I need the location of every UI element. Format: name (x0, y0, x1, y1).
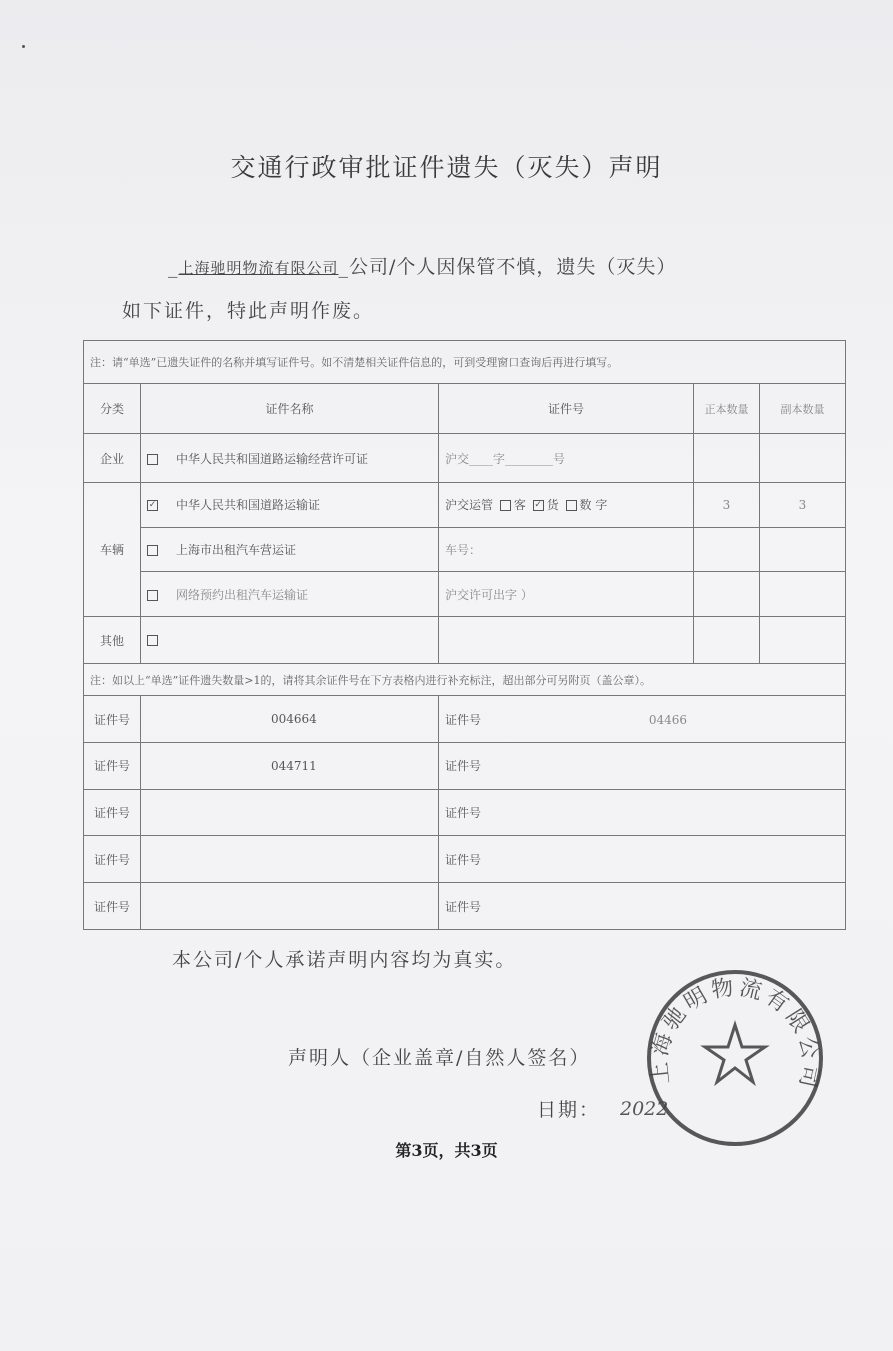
supplement-label: 证件号 (445, 899, 482, 914)
supplement-right-cell (439, 836, 846, 883)
supplement-right-cell (439, 789, 846, 836)
supplement-label: 证件号 (445, 712, 482, 727)
copy-count: 3 (760, 483, 846, 528)
cert-number: 沪交许可出字 ） (439, 572, 694, 617)
cert-number-options (439, 483, 694, 528)
supplement-label: 证件号 (445, 852, 482, 867)
option-label: 客 (513, 498, 526, 513)
company-name: 上海驰明物流有限公司 (178, 259, 339, 277)
cert-name: 上海市出租汽车营运证 (176, 543, 297, 558)
option-suffix: 字 (595, 498, 608, 513)
supplement-right-cell (439, 696, 846, 743)
seal-text: 上海驰明物流有限公司 (647, 975, 823, 1094)
cert-number (439, 617, 694, 664)
cert-row-taxi (141, 527, 439, 572)
supplement-value: 004664 (141, 696, 439, 743)
seal-star-icon (705, 1025, 765, 1082)
cert-number: 车号： (439, 527, 694, 572)
supplement-label: 证件号 (84, 836, 141, 883)
supplement-right-cell (439, 883, 846, 930)
supplement-label: 证件号 (445, 759, 482, 774)
cert-name: 中华人民共和国道路运输经营许可证 (176, 451, 369, 466)
supplement-label: 证件号 (84, 789, 141, 836)
category-vehicle: 车辆 (84, 483, 141, 617)
date-value: 2022 (620, 1098, 669, 1120)
copy-count (760, 527, 846, 572)
original-count (694, 572, 760, 617)
category-other: 其他 (84, 617, 141, 664)
svg-text:上海驰明物流有限公司 (647, 975, 823, 1093)
cert-row-enterprise (141, 434, 439, 483)
supplement-right-cell (439, 743, 846, 790)
supplement-label: 证件号 (84, 696, 141, 743)
checkbox[interactable] (147, 590, 158, 601)
table-note-top: 注：请“单选”已遗失证件的名称并填写证件号。如不清楚相关证件信息的，可到受理窗口查询后再进行填写。 (84, 341, 846, 384)
signer-label: 声明人（企业盖章/自然人签名） (288, 1047, 591, 1069)
option-checkbox[interactable] (500, 500, 511, 511)
option-checkbox[interactable] (566, 500, 577, 511)
original-count: 3 (694, 483, 760, 528)
supplement-value (141, 836, 439, 883)
scan-speck (22, 45, 25, 48)
document-title: 交通行政审批证件遗失（灭失）声明 (230, 153, 663, 182)
option-label: 货 (546, 498, 559, 513)
supplement-value (141, 789, 439, 836)
header-original-count: 正本数量 (694, 383, 760, 434)
supplement-value: 044711 (141, 743, 439, 790)
checkbox-checked[interactable]: ✓ (148, 500, 157, 511)
checkbox[interactable] (147, 635, 158, 646)
declaration-suffix: 公司/个人因保管不慎，遗失（灭失） (349, 256, 677, 278)
supplement-label: 证件号 (445, 806, 482, 821)
declaration-line-1: _上海驰明物流有限公司_公司/个人因保管不慎，遗失（灭失） (168, 256, 677, 278)
cert-row-transport (141, 483, 439, 528)
cert-row-ride-hailing (141, 572, 439, 617)
option-checkbox-checked[interactable]: ✓ (534, 500, 542, 511)
date-label: 日期： (537, 1099, 601, 1121)
option-label: 数 (579, 498, 592, 513)
header-category: 分类 (84, 383, 141, 434)
declaration-line-2: 如下证件，特此声明作废。 (122, 300, 375, 322)
promise-statement: 本公司/个人承诺声明内容均为真实。 (172, 949, 517, 971)
cert-row-other (141, 617, 439, 664)
supplement-label: 证件号 (84, 743, 141, 790)
original-count (694, 617, 760, 664)
table-note-bottom: 注：如以上“单选”证件遗失数量>1的，请将其余证件号在下方表格内进行补充标注，超出部分可另附页（盖公章）。 (84, 663, 846, 695)
header-copy-count: 副本数量 (760, 383, 846, 434)
cert-name: 中华人民共和国道路运输证 (176, 498, 321, 513)
category-enterprise: 企业 (84, 434, 141, 483)
header-cert-name: 证件名称 (141, 383, 439, 434)
copy-count (760, 617, 846, 664)
original-count (694, 434, 760, 483)
header-cert-no: 证件号 (439, 383, 694, 434)
supplement-value (141, 883, 439, 930)
supplement-label: 证件号 (84, 883, 141, 930)
certificate-table (83, 340, 846, 930)
copy-count (760, 434, 846, 483)
cert-name: 网络预约出租汽车运输证 (176, 587, 309, 602)
number-prefix: 沪交运管 (445, 498, 494, 513)
cert-number: 沪交____字________号 (439, 434, 694, 483)
company-seal (640, 963, 830, 1153)
copy-count (760, 572, 846, 617)
checkbox[interactable] (147, 545, 158, 556)
checkbox[interactable] (147, 454, 158, 465)
page-number: 第3页，共3页 (395, 1141, 498, 1160)
supplement-value: 04466 (648, 712, 688, 727)
original-count (694, 527, 760, 572)
